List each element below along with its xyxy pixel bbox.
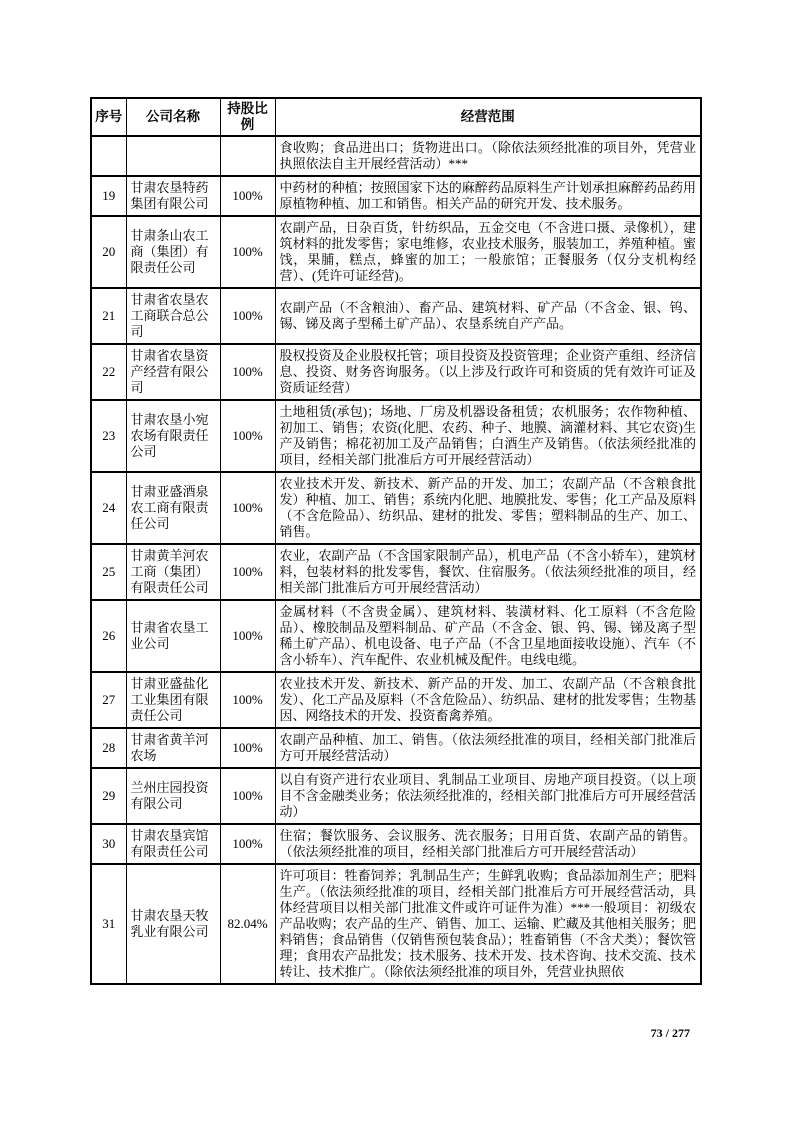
cell-shareholding: 100% <box>220 600 275 672</box>
cell-company-name: 甘肃省黄羊河农场 <box>126 728 220 768</box>
cell-business-scope: 中药材的种植；按照国家下达的麻醉药品原料生产计划承担麻醉药品药用原植物种植、加工和销售。相关产品的研究开发、技术服务。 <box>275 176 701 216</box>
cell-shareholding: 100% <box>220 216 275 288</box>
cell-company-name: 甘肃黄羊河农工商（集团）有限责任公司 <box>126 544 220 600</box>
cell-shareholding: 100% <box>220 728 275 768</box>
cell-company-name: 甘肃条山农工商（集团）有限责任公司 <box>126 216 220 288</box>
cell-number: 20 <box>91 216 126 288</box>
table-row <box>91 728 701 768</box>
cell-company-name: 甘肃亚盛盐化工业集团有限责任公司 <box>126 672 220 728</box>
subsidiary-table <box>90 97 702 985</box>
cell-number: 19 <box>91 176 126 216</box>
table-row <box>91 768 701 824</box>
cell-number: 21 <box>91 288 126 344</box>
cell-number: 31 <box>91 864 126 984</box>
cell-shareholding <box>220 136 275 176</box>
cell-business-scope: 农副产品种植、加工、销售。（依法须经批准的项目，经相关部门批准后方可开展经营活动） <box>275 728 701 768</box>
cell-business-scope: 住宿；餐饮服务、会议服务、洗衣服务；日用百货、农副产品的销售。（依法须经批准的项目，经相关部门批准后方可开展经营活动） <box>275 824 701 864</box>
cell-number <box>91 136 126 176</box>
table-header-row <box>91 98 701 136</box>
cell-business-scope: 农业技术开发、新技术、新产品的开发、加工、农副产品（不含粮食批发）、化工产品及原料（不含危险品）、纺织品、建材的批发零售；生物基因、网络技术的开发、投资畜禽养殖。 <box>275 672 701 728</box>
cell-company-name: 甘肃农垦特药集团有限公司 <box>126 176 220 216</box>
cell-business-scope: 农副产品（不含粮油）、畜产品、建筑材料、矿产品（不含金、银、钨、锡、锑及离子型稀土矿产品）、农垦系统自产产品。 <box>275 288 701 344</box>
table-row <box>91 136 701 176</box>
table-row <box>91 288 701 344</box>
cell-company-name <box>126 136 220 176</box>
cell-business-scope: 许可项目：牲畜饲养；乳制品生产；生鲜乳收购；食品添加剂生产；肥料生产。（依法须经批准的项目，经相关部门批准后方可开展经营活动，具体经营项目以相关部门批准文件或许可证件为准）***一般项目：初级农产品收购；农产品的生产、销售、加工、运输、贮藏及其他相关服务；肥料销售；食品销售（仅销售预包装食品）；牲畜销售（不含犬类）；餐饮管理；食用农产品批发；技术服务、技术开发、技术咨询、技术交流、技术转让、技术推广。（除依法须经批准的项目外，凭营业执照依 <box>275 864 701 984</box>
header-number: 序号 <box>91 98 126 136</box>
page-number: 73 / 277 <box>650 1026 690 1040</box>
cell-number: 23 <box>91 400 126 472</box>
cell-shareholding: 100% <box>220 344 275 400</box>
cell-company-name: 兰州庄园投资有限公司 <box>126 768 220 824</box>
table-header <box>91 98 701 136</box>
cell-company-name: 甘肃亚盛酒泉农工商有限责任公司 <box>126 472 220 544</box>
cell-business-scope: 农业技术开发、新技术、新产品的开发、加工；农副产品（不含粮食批发）种植、加工、销售；系统内化肥、地膜批发、零售；化工产品及原料（不含危险品）、纺织品、建材的批发、零售；塑料制品的生产、加工、销售。 <box>275 472 701 544</box>
cell-company-name: 甘肃农垦小宛农场有限责任公司 <box>126 400 220 472</box>
cell-business-scope: 农副产品，日杂百货，针纺织品，五金交电（不含进口摄、录像机），建筑材料的批发零售；家电维修，农业技术服务，服装加工，养殖种植。蜜饯，果脯，糕点，蜂蜜的加工；一般旅馆；正餐服务（仅分支机构经营）、(凭许可证经营)。 <box>275 216 701 288</box>
cell-number: 25 <box>91 544 126 600</box>
cell-shareholding: 82.04% <box>220 864 275 984</box>
header-shareholding-ratio: 持股比例 <box>220 98 275 136</box>
cell-number: 22 <box>91 344 126 400</box>
cell-business-scope: 食收购；食品进出口；货物进出口。（除依法须经批准的项目外，凭营业执照依法自主开展经营活动）*** <box>275 136 701 176</box>
table-row <box>91 824 701 864</box>
cell-company-name: 甘肃省农垦农工商联合总公司 <box>126 288 220 344</box>
table-body <box>91 136 701 984</box>
table-row <box>91 400 701 472</box>
cell-shareholding: 100% <box>220 400 275 472</box>
table-row <box>91 672 701 728</box>
table-row <box>91 176 701 216</box>
cell-business-scope: 以自有资产进行农业项目、乳制品工业项目、房地产项目投资。（以上项目不含金融类业务；依法须经批准的，经相关部门批准后方可开展经营活动） <box>275 768 701 824</box>
cell-company-name: 甘肃农垦宾馆有限责任公司 <box>126 824 220 864</box>
cell-number: 28 <box>91 728 126 768</box>
cell-shareholding: 100% <box>220 672 275 728</box>
table-row <box>91 344 701 400</box>
table-row <box>91 216 701 288</box>
cell-company-name: 甘肃农垦天牧乳业有限公司 <box>126 864 220 984</box>
cell-shareholding: 100% <box>220 288 275 344</box>
table-row <box>91 472 701 544</box>
cell-shareholding: 100% <box>220 176 275 216</box>
cell-business-scope: 农业，农副产品（不含国家限制产品），机电产品（不含小轿车），建筑材料，包装材料的批发零售，餐饮、住宿服务。（依法须经批准的项目，经相关部门批准后方可开展经营活动） <box>275 544 701 600</box>
cell-number: 26 <box>91 600 126 672</box>
cell-number: 24 <box>91 472 126 544</box>
cell-number: 30 <box>91 824 126 864</box>
cell-business-scope: 土地租赁(承包)；场地、厂房及机器设备租赁；农机服务；农作物种植、初加工、销售；农资(化肥、农药、种子、地膜、滴灌材料、其它农资)生产及销售；棉花初加工及产品销售；白酒生产及销售。（依法须经批准的项目，经相关部门批准后方可开展经营活动） <box>275 400 701 472</box>
cell-company-name: 甘肃省农垦资产经营有限公司 <box>126 344 220 400</box>
cell-number: 27 <box>91 672 126 728</box>
header-business-scope: 经营范围 <box>275 98 701 136</box>
cell-business-scope: 股权投资及企业股权托管；项目投资及投资管理；企业资产重组、经济信息、投资、财务咨询服务。（以上涉及行政许可和资质的凭有效许可证及资质证经营） <box>275 344 701 400</box>
table-row <box>91 544 701 600</box>
cell-company-name: 甘肃省农垦工业公司 <box>126 600 220 672</box>
cell-number: 29 <box>91 768 126 824</box>
table-row <box>91 864 701 984</box>
cell-business-scope: 金属材料（不含贵金属）、建筑材料、装潢材料、化工原料（不含危险品）、橡胶制品及塑料制品、矿产品（不含金、银、钨、锡、锑及离子型稀土矿产品）、机电设备、电子产品（不含卫星地面接收设施）、汽车（不含小轿车）、汽车配件、农业机械及配件。电线电缆。 <box>275 600 701 672</box>
cell-shareholding: 100% <box>220 472 275 544</box>
table-row <box>91 600 701 672</box>
header-company-name: 公司名称 <box>126 98 220 136</box>
cell-shareholding: 100% <box>220 544 275 600</box>
cell-shareholding: 100% <box>220 824 275 864</box>
cell-shareholding: 100% <box>220 768 275 824</box>
